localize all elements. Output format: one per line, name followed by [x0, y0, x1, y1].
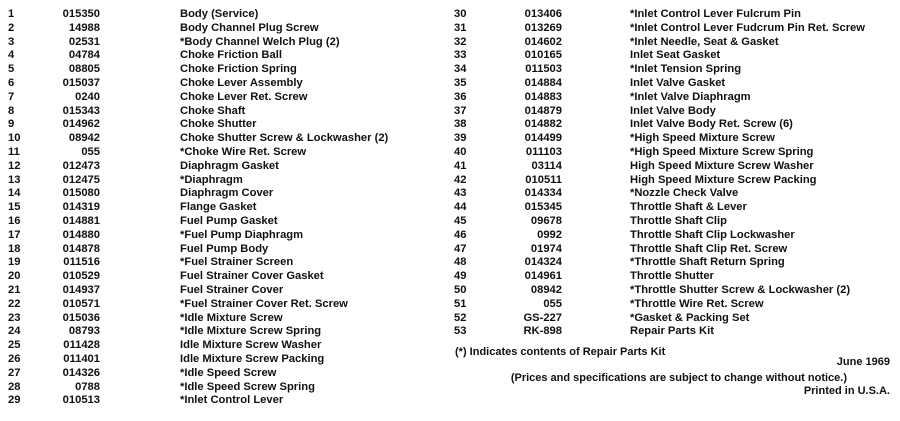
part-description: *Fuel Strainer Cover Ret. Screw: [180, 297, 348, 310]
parts-row: [0, 256, 440, 270]
parts-row: [0, 353, 440, 367]
part-description: *Inlet Tension Spring: [630, 63, 742, 76]
part-number: 014881: [62, 214, 100, 227]
part-description: Inlet Valve Gasket: [630, 76, 726, 89]
parts-row: [0, 243, 440, 257]
ref-number: 26: [8, 352, 21, 365]
ref-number: 10: [8, 132, 21, 145]
part-number: 012475: [62, 173, 100, 186]
ref-number: 20: [8, 270, 21, 283]
ref-number: 35: [454, 76, 467, 89]
ref-number: 50: [454, 283, 467, 296]
part-description: *Gasket & Packing Set: [630, 311, 750, 324]
ref-number: 40: [454, 145, 467, 158]
ref-number: 6: [8, 76, 15, 89]
ref-number: 9: [8, 118, 15, 131]
parts-row: [0, 146, 440, 160]
part-description: *Diaphragm: [180, 173, 243, 186]
part-number: 013406: [524, 8, 562, 20]
part-description: *Inlet Valve Diaphragm: [630, 90, 751, 103]
part-description: Fuel Pump Body: [180, 242, 269, 255]
part-description: Inlet Valve Body: [630, 104, 716, 117]
part-number: 08805: [68, 63, 100, 76]
ref-number: 25: [8, 339, 21, 352]
ref-number: 46: [454, 228, 467, 241]
ref-number: 3: [8, 35, 15, 48]
parts-row: [0, 77, 440, 91]
parts-row: [440, 105, 900, 119]
parts-row: [440, 160, 900, 174]
part-number: 015350: [62, 8, 100, 20]
part-description: *High Speed Mixture Screw Spring: [630, 145, 814, 158]
part-description: Choke Shaft: [180, 104, 246, 117]
parts-row: [440, 118, 900, 132]
ref-number: 8: [8, 104, 15, 117]
part-description: Fuel Pump Gasket: [180, 214, 278, 227]
part-description: Inlet Seat Gasket: [630, 49, 721, 62]
parts-row: [440, 22, 900, 36]
part-description: *Inlet Control Lever Fudcrum Pin Ret. Screw: [630, 21, 865, 34]
parts-row: [0, 118, 440, 132]
part-number: 015343: [62, 104, 100, 117]
parts-row: [0, 270, 440, 284]
ref-number: 45: [454, 214, 467, 227]
ref-number: 32: [454, 35, 467, 48]
part-description: Choke Friction Spring: [180, 63, 297, 76]
part-number: 013269: [524, 21, 562, 34]
parts-row: [0, 284, 440, 298]
ref-number: 43: [454, 187, 467, 200]
part-number: 0992: [537, 228, 562, 241]
part-description: *Idle Speed Screw: [180, 366, 277, 379]
part-number: 014880: [62, 228, 100, 241]
parts-row: [440, 91, 900, 105]
part-number: 011516: [63, 256, 100, 269]
parts-row: [440, 63, 900, 77]
ref-number: 39: [454, 132, 467, 145]
part-number: 0240: [75, 90, 100, 103]
parts-row: [440, 256, 900, 270]
part-description: *Idle Mixture Screw: [180, 311, 283, 324]
part-description: Fuel Strainer Cover Gasket: [180, 270, 324, 283]
ref-number: 28: [8, 380, 21, 393]
part-number: 014962: [62, 118, 100, 131]
part-description: Idle Mixture Screw Packing: [180, 352, 325, 365]
part-description: *Inlet Control Lever Fulcrum Pin: [630, 8, 801, 20]
part-description: Choke Lever Assembly: [180, 76, 303, 89]
ref-number: 51: [454, 297, 467, 310]
ref-number: 48: [454, 256, 467, 269]
ref-number: 33: [454, 49, 467, 62]
part-description: Choke Lever Ret. Screw: [180, 90, 308, 103]
ref-number: 2: [8, 21, 15, 34]
parts-row: [440, 187, 900, 201]
parts-row: [440, 298, 900, 312]
parts-row: [0, 187, 440, 201]
part-number: 010165: [524, 49, 562, 62]
part-number: 011103: [525, 145, 562, 158]
ref-number: 19: [8, 256, 21, 269]
part-number: 04784: [68, 49, 100, 62]
part-number: 0788: [75, 380, 100, 393]
ref-number: 18: [8, 242, 21, 255]
ref-number: 42: [454, 173, 467, 186]
part-number: 011503: [525, 63, 562, 76]
part-description: Diaphragm Cover: [180, 187, 274, 200]
ref-number: 15: [8, 201, 21, 214]
part-description: *Nozzle Check Valve: [630, 187, 739, 200]
part-number: 012473: [62, 159, 100, 172]
parts-row: [440, 284, 900, 298]
parts-row: [0, 132, 440, 146]
parts-row: [0, 160, 440, 174]
part-number: 08942: [530, 283, 562, 296]
part-number: 015080: [62, 187, 100, 200]
ref-number: 1: [8, 8, 15, 20]
parts-row: [0, 215, 440, 229]
date-note: June 1969: [836, 356, 890, 368]
ref-number: 38: [454, 118, 467, 131]
part-description: Choke Shutter Screw & Lockwasher (2): [180, 132, 389, 145]
parts-row: [440, 49, 900, 63]
part-number: 014326: [62, 366, 100, 379]
part-description: *Idle Speed Screw Spring: [180, 380, 315, 393]
part-number: 015345: [524, 201, 562, 214]
ref-number: 4: [8, 49, 15, 62]
part-number: 014499: [524, 132, 562, 145]
parts-row: [0, 22, 440, 36]
part-number: 09678: [530, 214, 562, 227]
ref-number: 24: [8, 325, 21, 338]
part-description: Throttle Shaft Clip: [630, 214, 727, 227]
part-description: *Inlet Control Lever: [180, 394, 284, 407]
part-number: RK-898: [523, 325, 562, 338]
parts-row: [0, 312, 440, 326]
parts-row: [0, 339, 440, 353]
part-number: 08942: [68, 132, 100, 145]
parts-row: [440, 8, 900, 22]
parts-row: [0, 63, 440, 77]
part-description: Body Channel Plug Screw: [180, 21, 319, 34]
ref-number: 30: [454, 8, 467, 20]
parts-row: [440, 325, 900, 339]
printed-in-note: Printed in U.S.A.: [803, 385, 890, 397]
ref-number: 11: [8, 145, 20, 158]
parts-row: [0, 298, 440, 312]
part-description: Throttle Shutter: [630, 270, 714, 283]
price-disclaimer: (Prices and specifications are subject to change without notice.): [510, 372, 847, 384]
parts-row: [440, 229, 900, 243]
ref-number: 22: [8, 297, 21, 310]
repair-kit-note: (*) Indicates contents of Repair Parts Kit: [455, 346, 666, 358]
parts-row: [440, 146, 900, 160]
part-number: 14988: [68, 21, 100, 34]
parts-row: [0, 36, 440, 50]
part-number: 02531: [68, 35, 100, 48]
part-description: *Fuel Strainer Screen: [180, 256, 294, 269]
part-number: 014324: [524, 256, 562, 269]
parts-row: [440, 215, 900, 229]
part-number: 055: [543, 297, 562, 310]
part-number: 055: [81, 145, 100, 158]
parts-row: [0, 229, 440, 243]
ref-number: 17: [8, 228, 21, 241]
parts-row: [0, 91, 440, 105]
ref-number: 31: [454, 21, 467, 34]
parts-row: [0, 381, 440, 395]
part-number: 010571: [62, 297, 100, 310]
ref-number: 52: [454, 311, 467, 324]
part-number: 014334: [524, 187, 562, 200]
ref-number: 36: [454, 90, 467, 103]
ref-number: 53: [454, 325, 467, 338]
part-number: 014882: [524, 118, 562, 131]
parts-column-left: [0, 8, 440, 408]
part-number: 014937: [62, 283, 100, 296]
part-description: Flange Gasket: [180, 201, 257, 214]
ref-number: 23: [8, 311, 21, 324]
part-description: *Throttle Wire Ret. Screw: [630, 297, 764, 310]
ref-number: 13: [8, 173, 21, 186]
part-description: *Idle Mixture Screw Spring: [180, 325, 322, 338]
ref-number: 37: [454, 104, 467, 117]
part-description: *Inlet Needle, Seat & Gasket: [630, 35, 779, 48]
part-number: 015037: [62, 76, 100, 89]
part-number: 014878: [62, 242, 100, 255]
parts-row: [440, 243, 900, 257]
parts-row: [440, 174, 900, 188]
part-number: 01974: [530, 242, 562, 255]
parts-row: [0, 49, 440, 63]
part-number: 03114: [531, 159, 562, 172]
part-description: Fuel Strainer Cover: [180, 283, 284, 296]
parts-row: [0, 174, 440, 188]
part-description: Idle Mixture Screw Washer: [180, 339, 322, 352]
part-description: Repair Parts Kit: [630, 325, 714, 338]
parts-row: [0, 367, 440, 381]
parts-row: [440, 36, 900, 50]
parts-row: [0, 105, 440, 119]
part-description: Body (Service): [180, 8, 259, 20]
part-number: 014883: [524, 90, 562, 103]
part-number: 014961: [524, 270, 562, 283]
ref-number: 29: [8, 394, 21, 407]
part-number: 014879: [524, 104, 562, 117]
ref-number: 34: [454, 63, 467, 76]
parts-row: [440, 77, 900, 91]
ref-number: 47: [454, 242, 467, 255]
parts-row: [440, 132, 900, 146]
ref-number: 41: [454, 159, 467, 172]
part-description: Throttle Shaft Clip Lockwasher: [630, 228, 795, 241]
ref-number: 5: [8, 63, 15, 76]
part-description: Throttle Shaft & Lever: [630, 201, 747, 214]
ref-number: 44: [454, 201, 467, 214]
part-description: *Throttle Shutter Screw & Lockwasher (2): [630, 283, 851, 296]
part-description: High Speed Mixture Screw Washer: [630, 159, 814, 172]
part-description: *Choke Wire Ret. Screw: [180, 145, 307, 158]
part-description: Choke Shutter: [180, 118, 257, 131]
parts-row: [440, 270, 900, 284]
part-description: *Throttle Shaft Return Spring: [630, 256, 785, 269]
part-number: 010529: [62, 270, 100, 283]
part-number: 08793: [68, 325, 100, 338]
ref-number: 7: [8, 90, 15, 103]
part-number: 014884: [524, 76, 562, 89]
parts-row: [0, 201, 440, 215]
parts-row: [440, 312, 900, 326]
part-description: *Fuel Pump Diaphragm: [180, 228, 304, 241]
parts-row: [0, 394, 440, 408]
part-number: 015036: [62, 311, 100, 324]
part-description: High Speed Mixture Screw Packing: [630, 173, 817, 186]
part-description: Diaphragm Gasket: [180, 159, 279, 172]
parts-row: [440, 201, 900, 215]
part-number: 010513: [62, 394, 100, 407]
part-number: 011428: [63, 339, 100, 352]
part-number: 014319: [62, 201, 100, 214]
part-number: 011401: [63, 352, 100, 365]
ref-number: 21: [8, 283, 21, 296]
ref-number: 12: [8, 159, 21, 172]
part-description: *High Speed Mixture Screw: [630, 132, 775, 145]
ref-number: 27: [8, 366, 21, 379]
parts-row: [0, 8, 440, 22]
ref-number: 14: [8, 187, 21, 200]
part-description: Choke Friction Ball: [180, 49, 282, 62]
parts-column-right: [440, 8, 900, 339]
part-description: Throttle Shaft Clip Ret. Screw: [630, 242, 788, 255]
part-number: GS-227: [523, 311, 562, 324]
ref-number: 16: [8, 214, 21, 227]
ref-number: 49: [454, 270, 467, 283]
part-number: 014602: [524, 35, 562, 48]
part-number: 010511: [525, 173, 562, 186]
part-description: Inlet Valve Body Ret. Screw (6): [630, 118, 793, 131]
part-description: *Body Channel Welch Plug (2): [180, 35, 340, 48]
parts-row: [0, 325, 440, 339]
